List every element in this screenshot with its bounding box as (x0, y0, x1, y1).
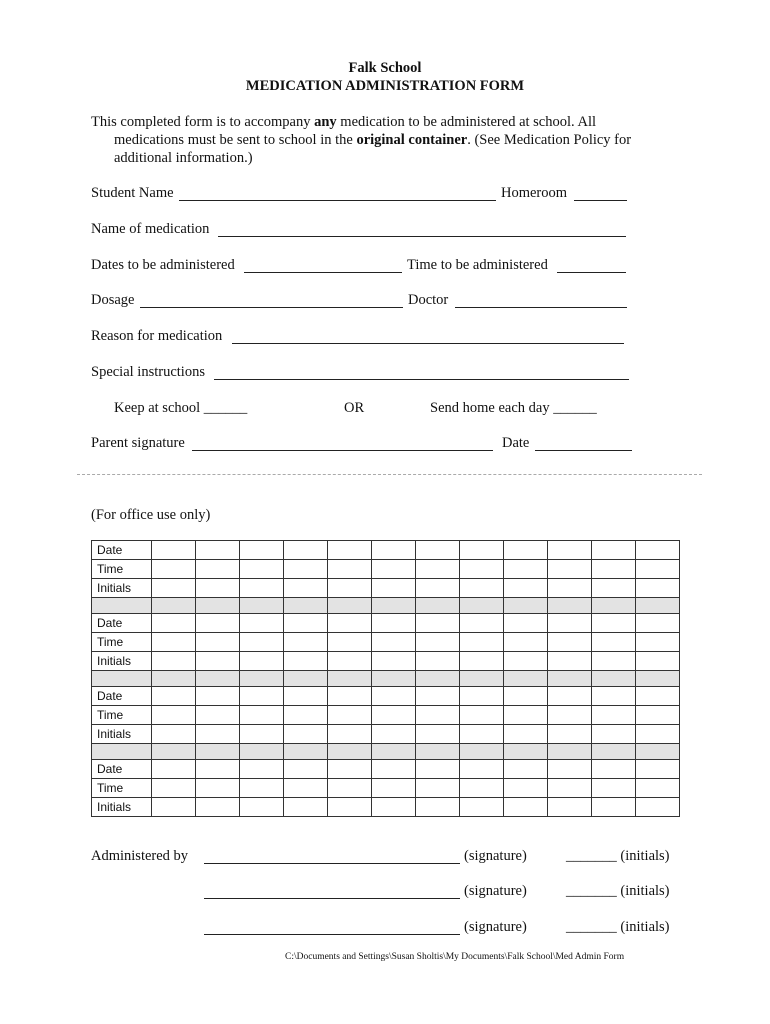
or-label: OR (344, 400, 365, 416)
dosage-label: Dosage (91, 292, 135, 308)
log-entry-cell[interactable] (460, 760, 504, 779)
log-entry-cell[interactable] (328, 779, 372, 798)
log-entry-cell[interactable] (152, 541, 196, 560)
log-entry-cell[interactable] (240, 560, 284, 579)
log-entry-cell[interactable] (152, 725, 196, 744)
log-group-separator (92, 598, 680, 614)
log-entry-cell[interactable] (240, 541, 284, 560)
log-entry-cell[interactable] (152, 687, 196, 706)
dosage-field[interactable] (140, 307, 403, 308)
log-entry-cell[interactable] (152, 614, 196, 633)
reason-field[interactable] (232, 343, 624, 344)
log-entry-cell[interactable] (372, 706, 416, 725)
log-entry-cell[interactable] (416, 541, 460, 560)
log-row (92, 541, 680, 560)
log-entry-cell[interactable] (196, 614, 240, 633)
log-group-separator (92, 744, 680, 760)
log-entry-cell[interactable] (284, 560, 328, 579)
log-entry-cell[interactable] (504, 725, 548, 744)
initials-field-2[interactable]: _______ (initials) (566, 883, 670, 899)
time-field[interactable] (557, 272, 626, 273)
log-entry-cell[interactable] (152, 652, 196, 671)
log-group-separator (92, 671, 680, 687)
administered-by-label: Administered by (91, 848, 189, 864)
log-row-label: Time (92, 706, 152, 725)
log-entry-cell[interactable] (372, 560, 416, 579)
log-entry-cell[interactable] (196, 798, 240, 817)
log-entry-cell[interactable] (416, 760, 460, 779)
log-entry-cell[interactable] (504, 687, 548, 706)
log-entry-cell[interactable] (636, 652, 680, 671)
log-entry-cell[interactable] (416, 560, 460, 579)
log-entry-cell[interactable] (284, 687, 328, 706)
log-entry-cell[interactable] (460, 687, 504, 706)
dates-label: Dates to be administered (91, 257, 235, 273)
log-entry-cell[interactable] (416, 779, 460, 798)
initials-field-1[interactable]: _______ (initials) (566, 848, 670, 864)
log-entry-cell[interactable] (636, 614, 680, 633)
school-name: Falk School (348, 60, 422, 76)
log-entry-cell[interactable] (636, 725, 680, 744)
log-entry-cell[interactable] (284, 579, 328, 598)
log-entry-cell[interactable] (416, 798, 460, 817)
log-entry-cell[interactable] (372, 614, 416, 633)
log-row (92, 614, 680, 633)
log-entry-cell[interactable] (416, 687, 460, 706)
log-entry-cell[interactable] (460, 725, 504, 744)
log-row (92, 579, 680, 598)
log-entry-cell[interactable] (152, 633, 196, 652)
log-entry-cell[interactable] (372, 579, 416, 598)
log-entry-cell[interactable] (636, 687, 680, 706)
log-entry-cell[interactable] (592, 779, 636, 798)
log-entry-cell[interactable] (240, 798, 284, 817)
log-entry-cell[interactable] (284, 541, 328, 560)
log-entry-cell[interactable] (636, 541, 680, 560)
log-row (92, 687, 680, 706)
log-entry-cell[interactable] (416, 579, 460, 598)
log-row-label: Date (92, 687, 152, 706)
log-entry-cell[interactable] (328, 633, 372, 652)
log-entry-cell[interactable] (548, 725, 592, 744)
doctor-field[interactable] (455, 307, 627, 308)
log-entry-cell[interactable] (592, 560, 636, 579)
log-entry-cell[interactable] (372, 541, 416, 560)
log-entry-cell[interactable] (636, 633, 680, 652)
homeroom-label: Homeroom (501, 185, 568, 201)
log-row-label: Initials (92, 725, 152, 744)
log-entry-cell[interactable] (460, 579, 504, 598)
log-entry-cell[interactable] (504, 652, 548, 671)
log-entry-cell[interactable] (592, 579, 636, 598)
log-entry-cell[interactable] (592, 706, 636, 725)
log-row-label: Initials (92, 652, 152, 671)
signature-caption-3: (signature) (464, 919, 527, 935)
log-entry-cell[interactable] (152, 798, 196, 817)
log-entry-cell[interactable] (372, 798, 416, 817)
log-entry-cell[interactable] (504, 541, 548, 560)
log-entry-cell[interactable] (372, 779, 416, 798)
log-entry-cell[interactable] (196, 541, 240, 560)
log-entry-cell[interactable] (460, 560, 504, 579)
log-entry-cell[interactable] (328, 579, 372, 598)
log-entry-cell[interactable] (460, 541, 504, 560)
log-entry-cell[interactable] (328, 614, 372, 633)
log-entry-cell[interactable] (636, 560, 680, 579)
log-entry-cell[interactable] (284, 633, 328, 652)
log-entry-cell[interactable] (592, 614, 636, 633)
admin-signature-field-3[interactable] (204, 934, 460, 935)
log-entry-cell[interactable] (548, 541, 592, 560)
intro-paragraph: This completed form is to accompany any medication to be administered at school. All medications must be sent to school in the original container. (See Medication Policy for additional information.) (91, 114, 632, 166)
log-entry-cell[interactable] (592, 652, 636, 671)
log-row (92, 633, 680, 652)
log-entry-cell[interactable] (636, 579, 680, 598)
log-entry-cell[interactable] (240, 779, 284, 798)
medication-name-label: Name of medication (91, 221, 210, 237)
log-entry-cell[interactable] (196, 579, 240, 598)
log-row-label: Initials (92, 579, 152, 598)
dates-field[interactable] (244, 272, 402, 273)
log-entry-cell[interactable] (460, 633, 504, 652)
log-entry-cell[interactable] (636, 706, 680, 725)
log-entry-cell[interactable] (196, 760, 240, 779)
log-entry-cell[interactable] (548, 687, 592, 706)
log-entry-cell[interactable] (284, 725, 328, 744)
log-entry-cell[interactable] (196, 725, 240, 744)
log-entry-cell[interactable] (548, 633, 592, 652)
log-entry-cell[interactable] (636, 779, 680, 798)
initials-field-3[interactable]: _______ (initials) (566, 919, 670, 935)
log-row (92, 760, 680, 779)
log-entry-cell[interactable] (548, 652, 592, 671)
log-entry-cell[interactable] (328, 760, 372, 779)
log-entry-cell[interactable] (152, 779, 196, 798)
log-entry-cell[interactable] (636, 798, 680, 817)
special-instructions-field[interactable] (214, 379, 629, 380)
log-entry-cell[interactable] (548, 760, 592, 779)
log-row (92, 560, 680, 579)
log-entry-cell[interactable] (548, 560, 592, 579)
log-entry-cell[interactable] (504, 579, 548, 598)
log-entry-cell[interactable] (416, 633, 460, 652)
time-label: Time to be administered (407, 257, 548, 273)
log-entry-cell[interactable] (240, 725, 284, 744)
log-entry-cell[interactable] (284, 760, 328, 779)
log-entry-cell[interactable] (284, 798, 328, 817)
log-entry-cell[interactable] (328, 798, 372, 817)
log-entry-cell[interactable] (372, 687, 416, 706)
log-entry-cell[interactable] (372, 760, 416, 779)
log-entry-cell[interactable] (504, 706, 548, 725)
log-row (92, 779, 680, 798)
date-field[interactable] (535, 450, 632, 451)
reason-label: Reason for medication (91, 328, 223, 344)
log-row-label: Time (92, 633, 152, 652)
log-entry-cell[interactable] (240, 760, 284, 779)
cut-divider (77, 474, 702, 475)
office-use-label: (For office use only) (91, 507, 211, 523)
log-entry-cell[interactable] (372, 652, 416, 671)
log-entry-cell[interactable] (284, 779, 328, 798)
log-entry-cell[interactable] (152, 579, 196, 598)
log-entry-cell[interactable] (240, 652, 284, 671)
log-entry-cell[interactable] (196, 706, 240, 725)
log-row-label: Initials (92, 798, 152, 817)
date-label: Date (502, 435, 530, 451)
log-entry-cell[interactable] (504, 614, 548, 633)
log-entry-cell[interactable] (240, 579, 284, 598)
signature-caption-1: (signature) (464, 848, 527, 864)
log-row (92, 706, 680, 725)
log-entry-cell[interactable] (460, 706, 504, 725)
log-entry-cell[interactable] (152, 760, 196, 779)
log-entry-cell[interactable] (548, 614, 592, 633)
log-row (92, 725, 680, 744)
log-entry-cell[interactable] (416, 725, 460, 744)
log-entry-cell[interactable] (196, 779, 240, 798)
log-entry-cell[interactable] (460, 614, 504, 633)
log-entry-cell[interactable] (372, 725, 416, 744)
homeroom-field[interactable] (574, 200, 627, 201)
admin-signature-field-1[interactable] (204, 863, 460, 864)
send-home-option[interactable]: Send home each day ______ (430, 400, 597, 416)
log-entry-cell[interactable] (460, 779, 504, 798)
special-instructions-label: Special instructions (91, 364, 205, 380)
file-path-footer: C:\Documents and Settings\Susan Sholtis\My Documents\Falk School\Med Admin Form (285, 952, 625, 962)
log-entry-cell[interactable] (284, 706, 328, 725)
log-entry-cell[interactable] (460, 798, 504, 817)
log-entry-cell[interactable] (416, 652, 460, 671)
log-entry-cell[interactable] (636, 760, 680, 779)
log-entry-cell[interactable] (196, 560, 240, 579)
keep-at-school-option[interactable]: Keep at school ______ (114, 400, 248, 416)
log-entry-cell[interactable] (416, 706, 460, 725)
log-entry-cell[interactable] (328, 560, 372, 579)
log-row (92, 652, 680, 671)
student-name-label: Student Name (91, 185, 174, 201)
log-entry-cell[interactable] (548, 779, 592, 798)
log-entry-cell[interactable] (240, 633, 284, 652)
log-entry-cell[interactable] (592, 798, 636, 817)
log-entry-cell[interactable] (504, 798, 548, 817)
log-entry-cell[interactable] (504, 560, 548, 579)
log-entry-cell[interactable] (284, 652, 328, 671)
log-row-label: Date (92, 760, 152, 779)
log-row-label: Time (92, 560, 152, 579)
log-entry-cell[interactable] (240, 687, 284, 706)
log-entry-cell[interactable] (460, 652, 504, 671)
log-entry-cell[interactable] (592, 725, 636, 744)
log-entry-cell[interactable] (504, 779, 548, 798)
admin-signature-field-2[interactable] (204, 898, 460, 899)
administration-log-table (91, 540, 680, 817)
log-row-label: Time (92, 779, 152, 798)
doctor-label: Doctor (408, 292, 449, 308)
log-entry-cell[interactable] (504, 633, 548, 652)
medication-name-field[interactable] (218, 236, 626, 237)
log-entry-cell[interactable] (328, 725, 372, 744)
log-entry-cell[interactable] (328, 541, 372, 560)
parent-signature-label: Parent signature (91, 435, 185, 451)
log-row (92, 798, 680, 817)
log-entry-cell[interactable] (592, 760, 636, 779)
log-entry-cell[interactable] (196, 652, 240, 671)
log-entry-cell[interactable] (152, 706, 196, 725)
log-entry-cell[interactable] (328, 687, 372, 706)
log-entry-cell[interactable] (416, 614, 460, 633)
log-entry-cell[interactable] (196, 633, 240, 652)
student-name-field[interactable] (179, 200, 496, 201)
log-row-label: Date (92, 614, 152, 633)
signature-caption-2: (signature) (464, 883, 527, 899)
log-entry-cell[interactable] (240, 614, 284, 633)
log-entry-cell[interactable] (548, 798, 592, 817)
log-entry-cell[interactable] (592, 541, 636, 560)
parent-signature-field[interactable] (192, 450, 493, 451)
log-entry-cell[interactable] (592, 633, 636, 652)
log-entry-cell[interactable] (548, 579, 592, 598)
log-entry-cell[interactable] (328, 652, 372, 671)
log-entry-cell[interactable] (328, 706, 372, 725)
log-entry-cell[interactable] (240, 706, 284, 725)
log-entry-cell[interactable] (592, 687, 636, 706)
log-row-label: Date (92, 541, 152, 560)
form-title: MEDICATION ADMINISTRATION FORM (245, 78, 525, 94)
log-entry-cell[interactable] (372, 633, 416, 652)
log-entry-cell[interactable] (152, 560, 196, 579)
log-entry-cell[interactable] (548, 706, 592, 725)
log-entry-cell[interactable] (196, 687, 240, 706)
log-entry-cell[interactable] (504, 760, 548, 779)
log-entry-cell[interactable] (284, 614, 328, 633)
